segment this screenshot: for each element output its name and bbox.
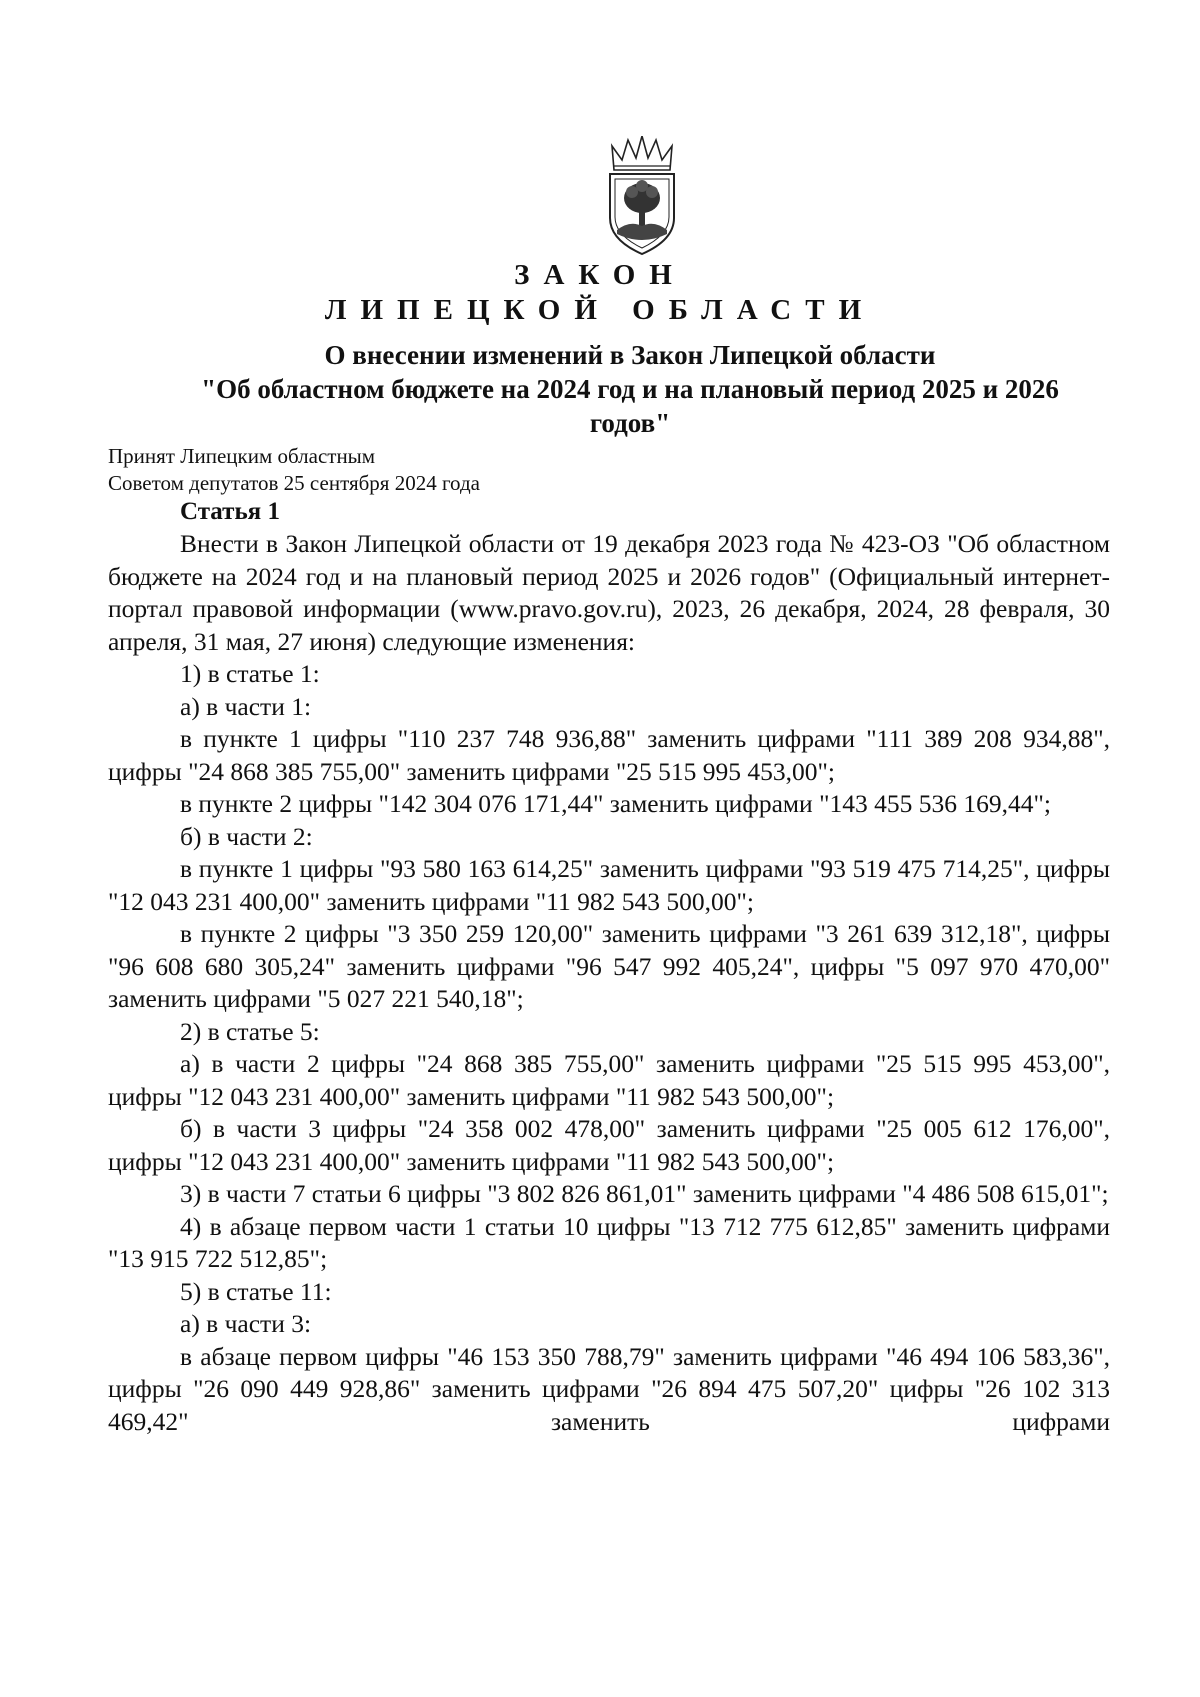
- article-body: [108, 528, 1110, 1438]
- paragraph-item-1b-point-2: в пункте 2 цифры "3 350 259 120,00" заменить цифрами "3 261 639 312,18", цифры "96 608 680 305,24" заменить цифрами "96 547 992 405,24", цифры "5 097 970 470,00" заменить цифрами "5 027 221 540,18";: [108, 919, 1110, 1013]
- document-type-title: ЗАКОН: [514, 259, 686, 291]
- region-title: ЛИПЕЦКОЙ ОБЛАСТИ: [324, 294, 876, 326]
- paragraph-item-1a: а) в части 1:: [180, 691, 312, 721]
- paragraph-item-1a-point-1: в пункте 1 цифры "110 237 748 936,88" заменить цифрами "111 389 208 934,88", цифры "24 868 385 755,00" заменить цифрами "25 515 995 453,00";: [108, 724, 1110, 786]
- coat-of-arms-icon: [600, 136, 684, 260]
- paragraph-item-4: 4) в абзаце первом части 1 статьи 10 цифры "13 712 775 612,85" заменить цифрами "13 915 722 512,85";: [108, 1211, 1110, 1273]
- paragraph-item-2: 2) в статье 5:: [180, 1016, 320, 1046]
- paragraph-item-2a: а) в части 2 цифры "24 868 385 755,00" заменить цифрами "25 515 995 453,00", цифры "12 043 231 400,00" заменить цифрами "11 982 543 500,00";: [108, 1049, 1110, 1111]
- law-subject-heading: [180, 338, 1080, 440]
- adoption-note-line-2: Советом депутатов 25 сентября 2024 года: [108, 471, 480, 495]
- paragraph-item-1b-point-1: в пункте 1 цифры "93 580 163 614,25" заменить цифрами "93 519 475 714,25", цифры "12 043 231 400,00" заменить цифрами "11 982 543 500,00";: [108, 854, 1110, 916]
- adoption-note-line-1: Принят Липецким областным: [108, 444, 376, 468]
- paragraph-item-1: 1) в статье 1:: [180, 659, 320, 688]
- paragraph-item-1a-point-2: в пункте 2 цифры "142 304 076 171,44" заменить цифрами "143 455 536 169,44";: [180, 789, 1051, 818]
- paragraph-item-1b: б) в части 2:: [180, 821, 313, 851]
- paragraph-intro: Внести в Закон Липецкой области от 19 декабря 2023 года № 423-ОЗ "Об областном бюджете на 2024 год и на плановый период 2025 и 2026 годов" (Официальный интернет-портал правовой информации (www.pravo.gov.ru), 2023, 26 декабря, 2024, 28 февраля, 30 апреля, 31 мая, 27 июня) следующие изменения:: [108, 529, 1110, 656]
- paragraph-item-5a: а) в части 3:: [180, 1309, 312, 1338]
- paragraph-item-5a-first: в абзаце первом цифры "46 153 350 788,79" заменить цифрами "46 494 106 583,36", цифры "26 090 449 928,86" заменить цифрами "26 894 475 507,20" цифры "26 102 313 469,42" заменить цифрами: [108, 1341, 1110, 1436]
- adoption-note: [108, 443, 808, 497]
- paragraph-item-2b: б) в части 3 цифры "24 358 002 478,00" заменить цифрами "25 005 612 176,00", цифры "12 043 231 400,00" заменить цифрами "11 982 543 500,00";: [108, 1114, 1110, 1176]
- law-subject-line-1: О внесении изменений в Закон Липецкой области: [324, 340, 936, 370]
- paragraph-item-3: 3) в части 7 статьи 6 цифры "3 802 826 861,01" заменить цифрами "4 486 508 615,01";: [180, 1179, 1109, 1208]
- law-subject-line-2: "Об областном бюджете на 2024 год и на плановый период 2025 и 2026 годов": [201, 374, 1059, 438]
- article-title: Статья 1: [180, 498, 280, 525]
- paragraph-item-5: 5) в статье 11:: [180, 1276, 332, 1306]
